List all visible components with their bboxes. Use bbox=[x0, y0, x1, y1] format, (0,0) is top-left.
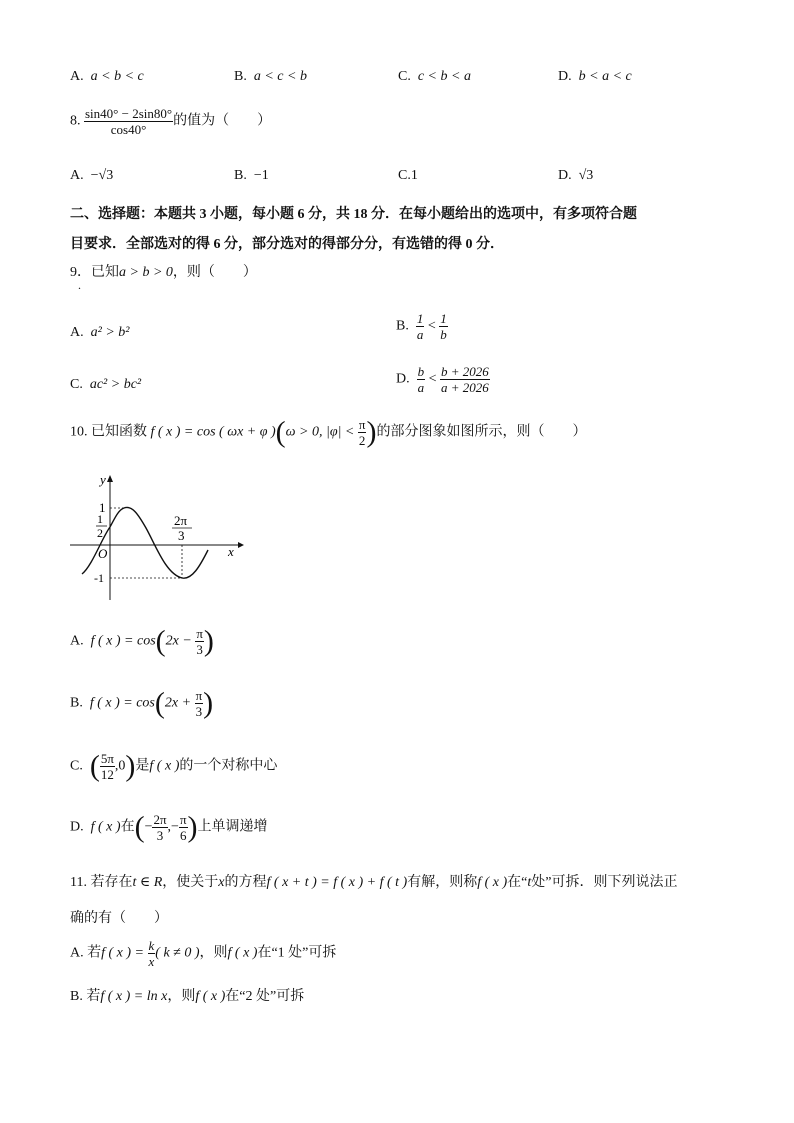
tick-half-den: 2 bbox=[97, 526, 103, 540]
q9-option-b: B. $\frac{1}{a}$ < $\frac{1}{b}$ bbox=[396, 311, 447, 342]
tick-1-label: 1 bbox=[99, 500, 106, 515]
q7-option-a: A. a < b < c bbox=[70, 69, 144, 84]
xtick-3-den: 3 bbox=[178, 528, 185, 543]
tick-neg1-label: -1 bbox=[94, 571, 104, 585]
q8-fraction: $\frac{\sin 40^\circ - 2\sin 80^\circ}{\cos 40^\circ}$ bbox=[85, 106, 173, 137]
q8-option-b: B. −1 bbox=[234, 168, 269, 183]
xtick-2pi-num: 2π bbox=[174, 513, 188, 528]
q10-option-b: B. f ( x ) = cos(2x + $\frac{\pi}{3}$ ) bbox=[70, 686, 214, 720]
section2-heading-line2: 目要求．全部选对的得 6 分，部分选对的得部分分，有选错的得 0 分． bbox=[70, 237, 504, 252]
stray-dot: . bbox=[78, 278, 81, 292]
q10-option-c: C. ( $\frac{5\pi}{12}$ ,0)是f ( x )的一个对称中心 bbox=[70, 749, 278, 783]
origin-label: O bbox=[98, 546, 108, 561]
q10-option-a: A. f ( x ) = cos(2x − $\frac{\pi}{3}$ ) bbox=[70, 624, 214, 658]
q8-option-d: D. √3 bbox=[558, 168, 594, 183]
y-axis-arrow-icon bbox=[107, 475, 113, 482]
q11-stem-line1: 11. 若存在t ∈ R，使关于x的方程f ( x + t ) = f ( x ) + f ( t )有解，则称f ( x )在“t处”可拆．则下列说法正 bbox=[70, 875, 678, 890]
y-axis-label: y bbox=[100, 472, 106, 487]
q10-option-d: D. f ( x )在(− $\frac{2\pi}{3}$ ,− $\frac{\pi}{6}$ )上单调递增 bbox=[70, 810, 268, 844]
q8-option-a: A. −√3 bbox=[70, 168, 114, 183]
q9-option-c: C. ac² > bc² bbox=[70, 377, 142, 392]
q7-option-b: B. a < c < b bbox=[234, 69, 307, 84]
q10-stem: 10. 已知函数 f ( x ) = cos ( ωx + φ )(ω > 0, |φ| < $\frac{\pi}{2}$ )的部分图象如图所示，则（ ） bbox=[70, 415, 587, 449]
q10-graph bbox=[66, 470, 246, 605]
q7-option-c: C. c < b < a bbox=[398, 69, 471, 84]
q8-option-c: C.1 bbox=[398, 168, 418, 183]
tick-half-num: 1 bbox=[97, 512, 103, 526]
q9-option-a: A. a² > b² bbox=[70, 325, 130, 340]
section2-heading-line1: 二、选择题：本题共 3 小题，每小题 6 分，共 18 分．在每小题给出的选项中，有多项符合题 bbox=[70, 207, 637, 222]
q11-stem-line2: 确的有（ ） bbox=[70, 911, 168, 926]
q9-stem: 9．已知a > b > 0，则（ ） bbox=[70, 265, 257, 280]
q8-stem: 8. $\frac{\sin 40^\circ - 2\sin 80^\circ}{\cos 40^\circ}$ 的值为（ ） bbox=[70, 106, 272, 137]
q11-option-b: B. 若f ( x ) = ln x，则f ( x )在“2 处”可拆 bbox=[70, 989, 305, 1004]
q11-option-a: A. 若f ( x ) = $\frac{k}{x}$ ( k ≠ 0 )，则f ( x )在“1 处”可拆 bbox=[70, 938, 337, 969]
x-axis-arrow-icon bbox=[238, 542, 244, 548]
q7-option-d: D. b < a < c bbox=[558, 69, 632, 84]
q9-option-d: D. $\frac{b}{a}$ < $\frac{b + 2026}{a + 2026}$ bbox=[396, 364, 489, 395]
x-axis-label: x bbox=[228, 544, 234, 559]
